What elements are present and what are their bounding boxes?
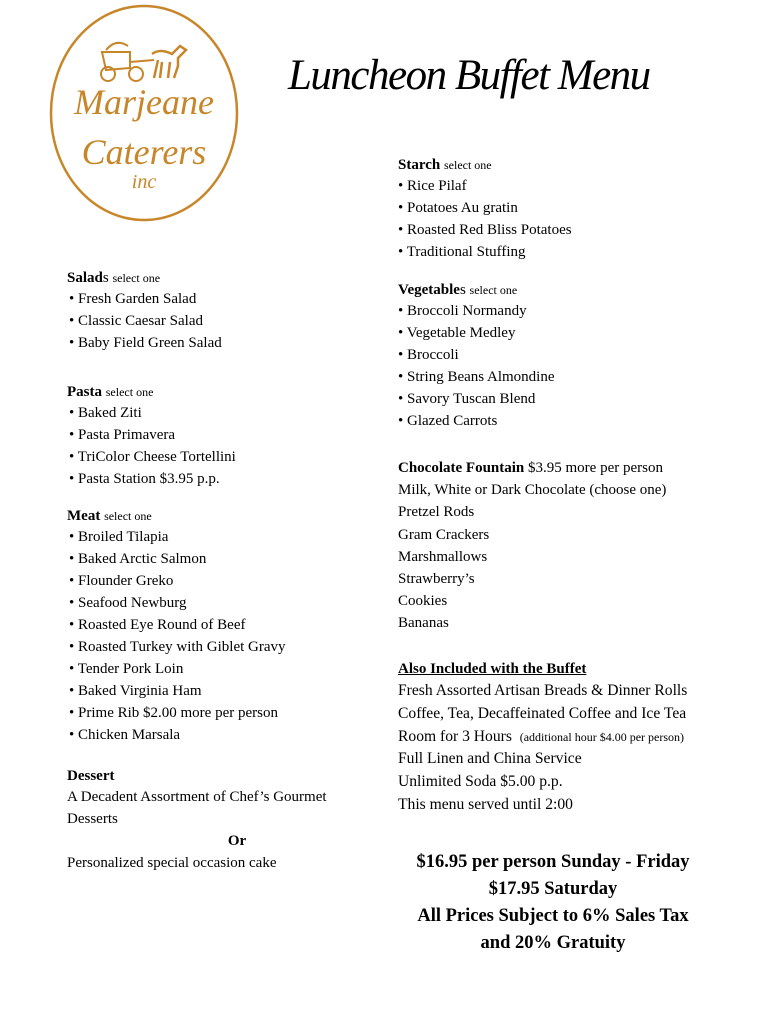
logo-line-1: Marjeane <box>74 82 214 122</box>
horse-carriage-icon <box>101 43 186 81</box>
salads-heading-suffix: s <box>102 270 109 286</box>
list-item: Unlimited Soda $5.00 p.p. <box>398 773 563 791</box>
dessert-section <box>67 766 377 875</box>
list-item: • Roasted Red Bliss Potatoes <box>398 222 572 238</box>
list-item: • Pasta Station $3.95 p.p. <box>69 471 220 487</box>
meat-select-note: select one <box>104 509 152 523</box>
pasta-heading: Pasta <box>67 384 102 400</box>
list-item: • Glazed Carrots <box>398 413 498 429</box>
vegetables-heading: Vegetable <box>398 282 460 298</box>
list-item: Strawberry’s <box>398 571 475 588</box>
salads-heading: Salad <box>67 270 103 286</box>
list-item: • Vegetable Medley <box>398 325 516 341</box>
list-item: • Broiled Tilapia <box>69 529 169 545</box>
page-title: Luncheon Buffet Menu <box>288 52 650 99</box>
dessert-line-3: Personalized special occasion cake <box>67 855 277 872</box>
list-item: Milk, White or Dark Chocolate (choose one) <box>398 482 667 499</box>
fountain-heading: Chocolate Fountain <box>398 460 525 476</box>
list-item: Bananas <box>398 615 449 632</box>
included-section <box>398 658 743 817</box>
logo-line-3: inc <box>131 171 157 193</box>
chocolate-fountain-section <box>398 457 743 635</box>
list-item: • Baby Field Green Salad <box>69 335 222 351</box>
salads-section <box>67 268 377 354</box>
starch-select-note: select one <box>443 158 492 172</box>
list-item: • Broccoli Normandy <box>398 303 527 319</box>
dessert-heading: Dessert <box>67 768 115 784</box>
pricing-block <box>398 849 708 957</box>
marjeane-caterers-logo <box>48 2 240 224</box>
pasta-select-note: select one <box>105 385 154 399</box>
dessert-line-2: Desserts <box>67 811 118 828</box>
dessert-or: Or <box>227 833 247 850</box>
price-line: All Prices Subject to 6% Sales Tax <box>417 906 689 926</box>
price-line: and 20% Gratuity <box>480 933 626 953</box>
salads-select-note: select one <box>112 271 161 285</box>
vegetables-select-note: select one <box>469 283 518 297</box>
list-item: This menu served until 2:00 <box>398 795 573 813</box>
list-item: • TriColor Cheese Tortellini <box>69 449 236 465</box>
list-item: Pretzel Rods <box>398 504 475 521</box>
vegetables-heading-suffix: s <box>459 282 466 298</box>
list-item: • Fresh Garden Salad <box>69 291 197 307</box>
list-item: • Baked Virginia Ham <box>69 683 202 699</box>
meat-section <box>67 506 377 746</box>
list-item: • Broccoli <box>398 347 459 363</box>
list-item: Fresh Assorted Artisan Breads & Dinner Rolls <box>398 682 688 699</box>
list-item: • Flounder Greko <box>69 573 174 589</box>
list-item: • Seafood Newburg <box>69 595 187 611</box>
price-line: $16.95 per person Sunday - Friday <box>416 852 690 872</box>
price-line: $17.95 Saturday <box>488 879 618 899</box>
list-item: • Chicken Marsala <box>69 727 181 743</box>
list-item: Marshmallows <box>398 548 488 565</box>
vegetables-section <box>398 280 743 432</box>
room-note: (additional hour $4.00 per person) <box>519 729 685 744</box>
fountain-price: $3.95 more per person <box>524 460 663 476</box>
list-item: Cookies <box>398 593 448 610</box>
list-item: • Traditional Stuffing <box>398 244 526 260</box>
included-heading: Also Included with the Buffet <box>398 661 587 677</box>
list-item: • Rice Pilaf <box>398 178 467 194</box>
list-item: Coffee, Tea, Decaffeinated Coffee and Ice Tea <box>398 704 687 722</box>
starch-heading: Starch <box>398 157 441 173</box>
list-item: • Baked Ziti <box>69 405 142 421</box>
list-item: • Pasta Primavera <box>69 427 176 443</box>
list-item: • Roasted Eye Round of Beef <box>69 617 246 633</box>
list-item: • Savory Tuscan Blend <box>398 391 536 407</box>
list-item: Gram Crackers <box>398 526 490 543</box>
list-item: • Tender Pork Loin <box>69 661 184 677</box>
meat-heading: Meat <box>67 508 101 524</box>
room-hours: Room for 3 Hours <box>398 727 512 745</box>
list-item: • Classic Caesar Salad <box>69 313 203 329</box>
dessert-line-1: A Decadent Assortment of Chef’s Gourmet <box>67 789 327 805</box>
pasta-section <box>67 382 377 490</box>
list-item: • String Beans Almondine <box>398 369 555 385</box>
list-item: • Baked Arctic Salmon <box>69 551 207 567</box>
logo-line-2: Caterers <box>81 132 207 172</box>
list-item: Full Linen and China Service <box>398 750 582 768</box>
starch-section <box>398 155 743 263</box>
list-item: • Roasted Turkey with Giblet Gravy <box>69 639 286 655</box>
list-item: • Prime Rib $2.00 more per person <box>69 705 278 721</box>
list-item: • Potatoes Au gratin <box>398 200 518 216</box>
list-item <box>398 726 743 749</box>
